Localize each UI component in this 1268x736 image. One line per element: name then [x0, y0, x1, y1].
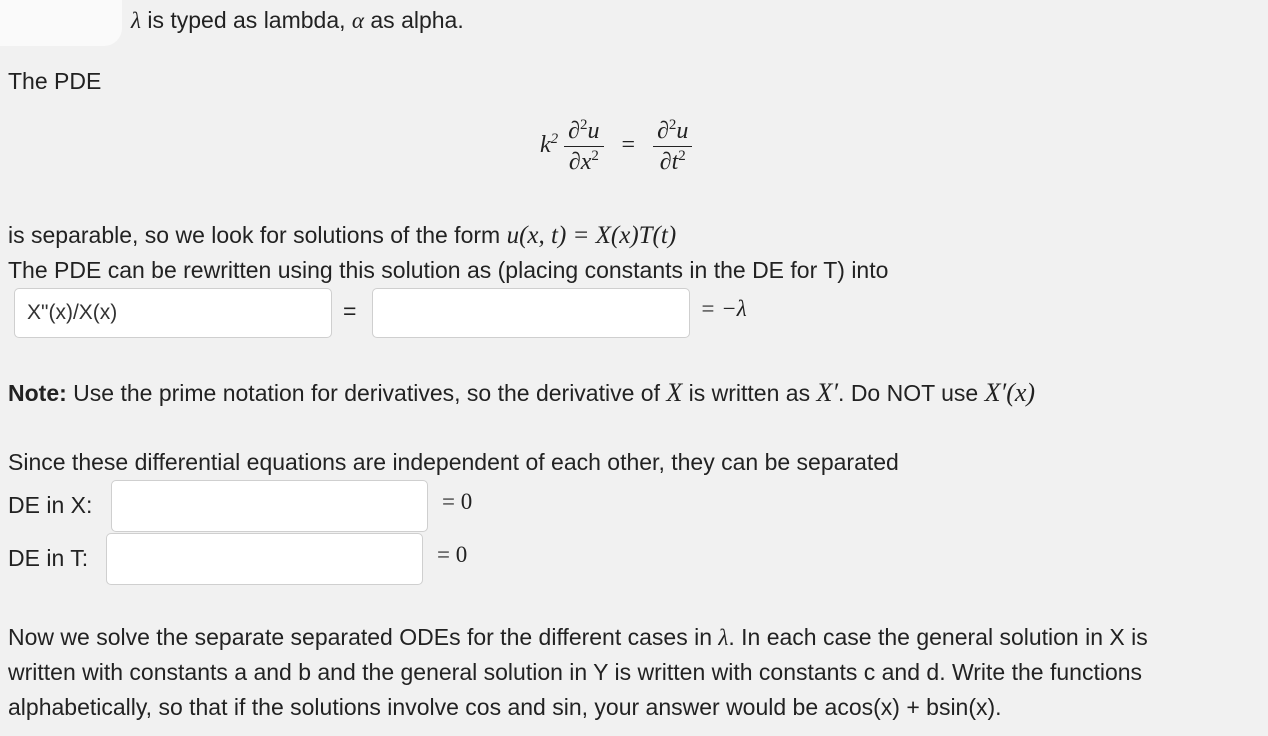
rewrite-equals: =: [343, 298, 357, 324]
lambda-note: is typed as lambda,: [147, 7, 346, 33]
lambda-symbol: λ: [131, 8, 141, 33]
note-text-a: Use the prime notation for derivatives, so the derivative of: [73, 380, 660, 406]
header-highlight: [0, 0, 122, 46]
note-line: [8, 378, 1035, 408]
separated-text: Since these differential equations are independent of each other, they can be separated: [8, 449, 899, 475]
de-t-input[interactable]: [106, 533, 423, 585]
note-xprime-x: X′(x): [984, 378, 1036, 407]
separable-text: is separable, so we look for solutions of the form: [8, 222, 501, 248]
solve-line-3: alphabetically, so that if the solutions involve cos and sin, your answer would be acos(x) + bsin(x).: [8, 694, 1002, 720]
pde-coefficient: $k^2$: [540, 131, 559, 159]
note-text-c: . Do NOT use: [838, 380, 979, 406]
rewrite-text: The PDE can be rewritten using this solution as (placing constants in the DE for T) into: [8, 257, 889, 283]
de-t-label: DE in T:: [8, 545, 89, 571]
solve-line-1: Now we solve the separate separated ODEs for the different cases in λ. In each case the general solution in X is: [8, 624, 1148, 650]
rewrite-right-input[interactable]: [372, 288, 690, 338]
de-t-rhs: = 0: [437, 542, 468, 567]
rewrite-left-value: X"(x)/X(x): [27, 301, 118, 324]
separable-line: [8, 222, 676, 250]
alpha-symbol: α: [351, 8, 364, 33]
note-label: Note:: [8, 380, 67, 406]
note-x: X: [666, 378, 683, 407]
note-xprime: X′: [816, 378, 839, 407]
separable-form: u(x, t) = X(x)T(t): [506, 222, 677, 249]
pde-lhs-fraction: $\frac{\partial^2u}{\partial x^2}$: [564, 118, 603, 175]
pde-equation: [540, 118, 692, 175]
note-text-b: is written as: [688, 380, 811, 406]
rewrite-rhs: = −λ: [700, 296, 747, 321]
intro-title: The PDE: [8, 68, 102, 94]
pde-equals: =: [621, 132, 636, 159]
alpha-note: as alpha.: [370, 7, 464, 33]
rewrite-left-input[interactable]: [14, 288, 332, 338]
de-x-rhs: = 0: [442, 489, 473, 514]
de-x-input[interactable]: [111, 480, 428, 532]
pde-rhs-fraction: $\frac{\partial^2u}{\partial t^2}$: [653, 118, 692, 175]
solve-lambda: λ: [718, 625, 729, 650]
solve-line-2: written with constants a and b and the general solution in Y is written with constants c and d. Write the functions: [8, 659, 1143, 685]
symbol-note: [131, 7, 464, 34]
de-x-label: DE in X:: [8, 492, 93, 518]
